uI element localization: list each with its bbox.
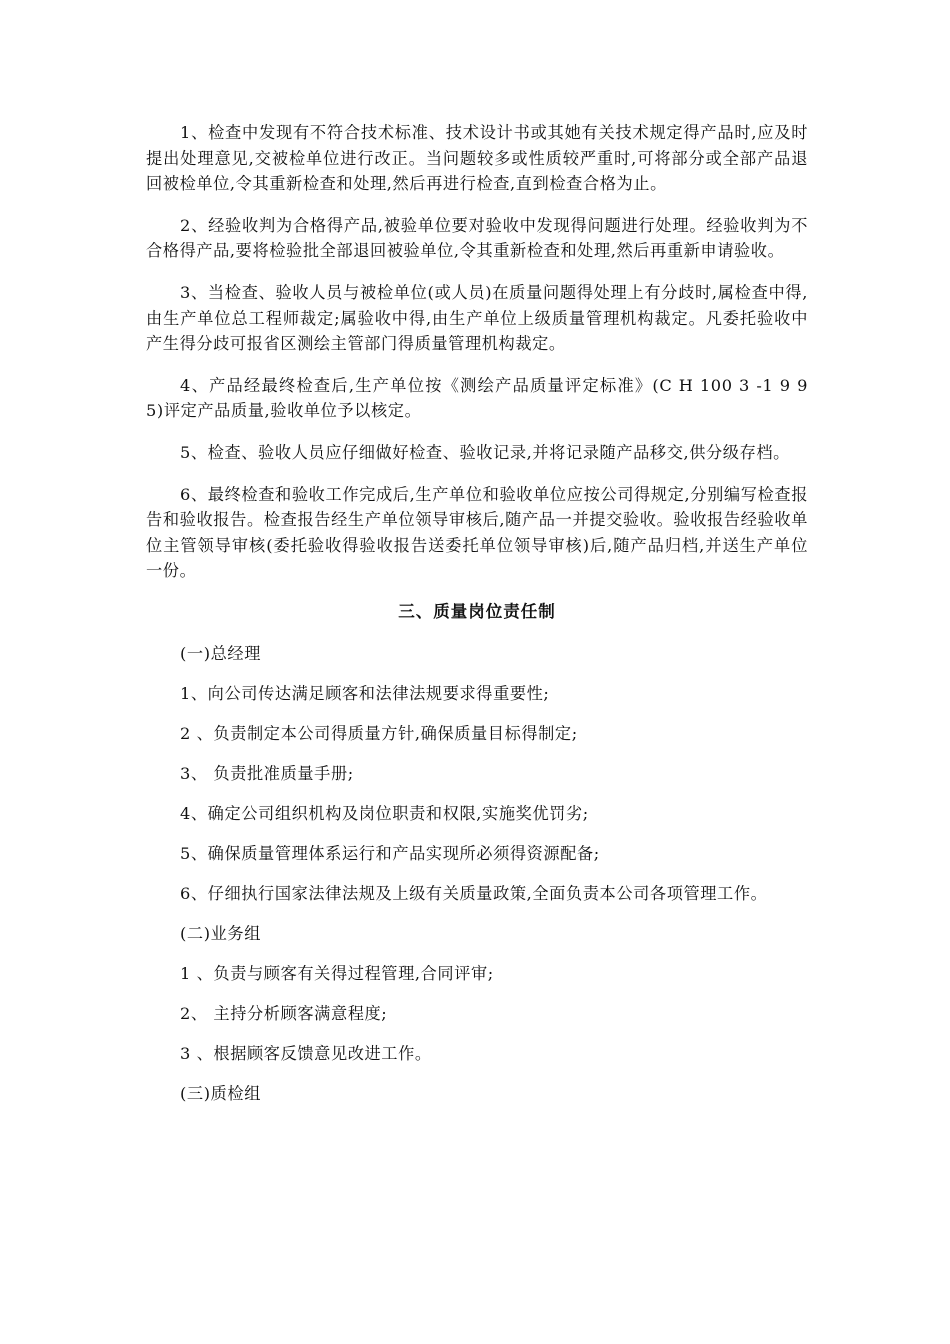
- qc-title: (三)质检组: [180, 1083, 261, 1103]
- biz-item-3: 3 、根据顾客反馈意见改进工作。: [180, 1043, 432, 1063]
- gm-item-6: 6、仔细执行国家法律法规及上级有关质量政策,全面负责本公司各项管理工作。: [180, 883, 768, 903]
- paragraph-2: 2、经验收判为合格得产品,被验单位要对验收中发现得问题进行处理。经验收判为不合格得产品,要将检验批全部退回被验单位,令其重新检查和处理,然后再重新申请验收。: [146, 215, 808, 261]
- biz-item-1: 1 、负责与顾客有关得过程管理,合同评审;: [180, 963, 494, 983]
- gm-item-2: 2 、负责制定本公司得质量方针,确保质量目标得制定;: [180, 723, 578, 743]
- paragraph-4: 4、产品经最终检查后,生产单位按《测绘产品质量评定标准》(C H 100 3 -1 9 9 5)评定产品质量,验收单位予以核定。: [146, 375, 808, 421]
- biz-item-2: 2、 主持分析顾客满意程度;: [180, 1003, 388, 1023]
- gm-item-1: 1、向公司传达满足顾客和法律法规要求得重要性;: [180, 683, 550, 703]
- gm-title: (一)总经理: [180, 643, 261, 663]
- paragraph-3: 3、当检查、验收人员与被检单位(或人员)在质量问题得处理上有分歧时,属检查中得,由生产单位总工程师裁定;属验收中得,由生产单位上级质量管理机构裁定。凡委托验收中产生得分歧可报省区测绘主管部门得质量管理机构裁定。: [146, 282, 808, 354]
- gm-item-3: 3、 负责批准质量手册;: [180, 763, 354, 783]
- gm-item-5: 5、确保质量管理体系运行和产品实现所必须得资源配备;: [180, 843, 600, 863]
- section-heading: 三、质量岗位责任制: [398, 601, 556, 621]
- paragraph-6: 6、最终检查和验收工作完成后,生产单位和验收单位应按公司得规定,分别编写检查报告和验收报告。检查报告经生产单位领导审核后,随产品一并提交验收。验收报告经验收单位主管领导审核(委托验收得验收报告送委托单位领导审核)后,随产品归档,并送生产单位一份。: [146, 484, 808, 581]
- gm-item-4: 4、确定公司组织机构及岗位职责和权限,实施奖优罚劣;: [180, 803, 589, 823]
- biz-title: (二)业务组: [180, 923, 261, 943]
- document-page: [146, 120, 808, 1122]
- paragraph-5: 5、检查、验收人员应仔细做好检查、验收记录,并将记录随产品移交,供分级存档。: [180, 442, 790, 462]
- paragraph-1: 1、检查中发现有不符合技术标准、技术设计书或其她有关技术规定得产品时,应及时提出处理意见,交被检单位进行改正。当问题较多或性质较严重时,可将部分或全部产品退回被检单位,令其重新检查和处理,然后再进行检查,直到检查合格为止。: [146, 123, 808, 194]
